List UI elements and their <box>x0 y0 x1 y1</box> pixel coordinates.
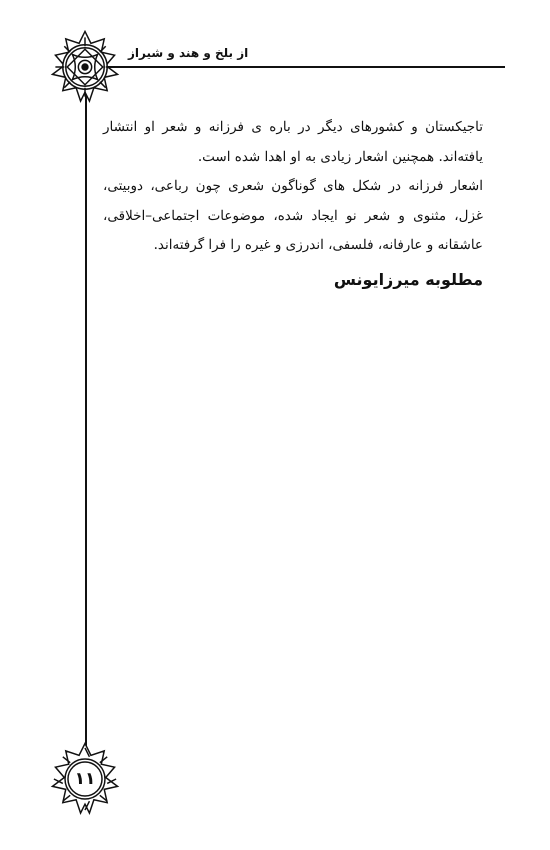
header-rule <box>85 66 505 68</box>
rosette-ornament-icon <box>48 30 122 104</box>
page-number: ۱۱ <box>74 769 96 789</box>
author-signature: مطلوبه میرزایونس <box>333 269 483 289</box>
running-header-title: از بلخ و هند و شیراز <box>128 46 249 60</box>
body-paragraph: تاجیکستان و کشورهای دیگر در باره ی فرزانه و شعر او انتشار یافته‌اند. همچنین اشعار زیادی به او اهدا شده است. <box>103 119 483 165</box>
body-paragraph: اشعار فرزانه در شکل های گوناگون شعری چون رباعی، دوبیتی، غزل، مثنوی و شعر نو ایجاد شده، موضوعات اجتماعی–اخلاقی، عاشقانه و عارفانه، فلسفی، اندرزی و غیره را فرا گرفته‌اند. <box>103 178 483 253</box>
page-body <box>103 113 483 293</box>
page-frame-vertical-rule <box>85 66 87 768</box>
